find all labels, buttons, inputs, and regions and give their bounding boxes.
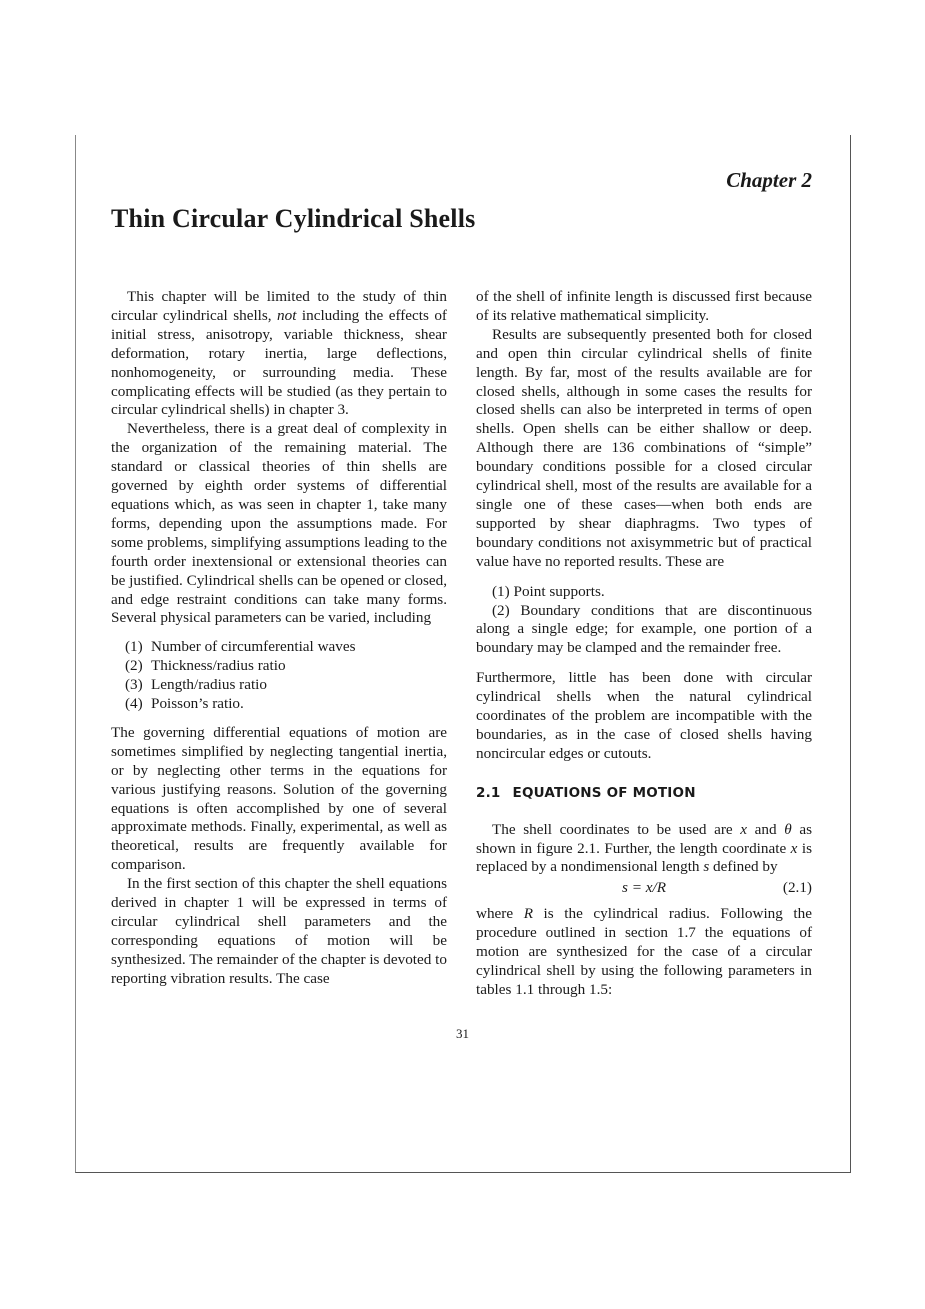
text: including the effects of initial stress, anisotropy, variable thickness, shear deformation, rotary inertia, large deflections, nonhomogeneity, or surrounding media. These complicating effects will be studied (as they pertain to circular cylindrical shells) in chapter 3. — [111, 306, 447, 419]
list-number: (2) — [125, 657, 143, 675]
text: This chapter will be limited to the study of thin circular cylindrical shells, — [111, 288, 447, 324]
paragraph-complexity: Nevertheless, there is a great deal of complexity in the organization of the remaining material. The standard or classical theories of thin shells are governed by eighth order systems of differential equations which, as was seen in chapter 1, take many forms, depending upon the assumptions made. For some problems, simplifying assumptions leading to the fourth order inextensional or extensional theories can be justified. Cylindrical shells can be opened or closed, and edge restraint conditions can take many forms. Several physical parameters can be varied, including — [111, 420, 447, 627]
paragraph-scope — [111, 288, 447, 420]
equation-number: (2.1) — [782, 879, 812, 897]
text: and — [747, 820, 785, 838]
list-number: (4) — [125, 695, 143, 713]
list-number: (1) — [125, 638, 143, 656]
left-column — [111, 288, 447, 989]
paragraph-infinite-length: of the shell of infinite length is discussed first because of its relative mathematical simplicity. — [476, 288, 812, 324]
section-number: 2.1 — [476, 784, 501, 801]
list-text: Number of circumferential waves — [151, 638, 356, 656]
list-item — [125, 657, 447, 676]
section-title: EQUATIONS OF MOTION — [512, 784, 696, 801]
parameter-list — [111, 638, 447, 714]
list-number: (3) — [125, 676, 143, 694]
text: defined by — [709, 858, 778, 876]
paragraph-radius — [476, 905, 812, 1000]
list-text: Length/radius ratio — [151, 676, 267, 694]
paragraph-first-section: In the first section of this chapter the shell equations derived in chapter 1 will be expressed in terms of circular cylindrical shell parameters and the corresponding equations of motion will be synthesized. The remainder of the chapter is devoted to reporting vibration results. The case — [111, 875, 447, 987]
paragraph-results: Results are subsequently presented both for closed and open thin circular cylindrical shells of finite length. By far, most of the results available are for closed shells, although in some cases the results for closed shells can also be interpreted in terms of open shells. Open shells can be either shallow or deep. Although there are 136 combinations of “simple” boundary conditions possible for a closed circular cylindrical shell, most of the results are available for a single one of these cases—when both ends are supported by shear diaphragms. Two types of boundary conditions not axisymmetric but of practical value have no reported results. These are — [476, 325, 812, 570]
list-text: Thickness/radius ratio — [151, 657, 286, 675]
equation-expression: s = x/R — [622, 879, 666, 897]
list-text: Poisson’s ratio. — [151, 695, 244, 713]
text: The shell coordinates to be used are — [492, 820, 741, 838]
text: is the cylindrical radius. Following the procedure outlined in section 1.7 the equations of motion are synthesized for the case of a circular cylindrical shell by using the following parameters in tables 1.1 through 1.5: — [476, 905, 812, 998]
emphasis-not: not — [277, 306, 297, 324]
paragraph-furthermore: Furthermore, little has been done with circular cylindrical shells when the natural cylindrical coordinates of the problem are incompatible with the boundaries, as in the case of closed shells having noncircular edges or cutouts. — [476, 669, 812, 762]
paragraph-coordinates — [476, 821, 812, 878]
boundary-list — [476, 583, 812, 659]
text: where — [476, 905, 524, 923]
right-column — [476, 288, 812, 1000]
list-item — [125, 695, 447, 714]
symbol-r: R — [523, 905, 533, 923]
text: is replaced by a nondimensional length — [476, 839, 812, 876]
text: as shown in figure 2.1. Further, the length coordinate — [476, 820, 812, 857]
equation-2-1 — [476, 879, 812, 901]
chapter-title: Thin Circular Cylindrical Shells — [111, 204, 476, 233]
list-item: (1) Point supports. — [492, 582, 605, 600]
page-number: 31 — [456, 1026, 469, 1041]
section-heading — [476, 784, 812, 803]
symbol-s: s — [703, 858, 710, 876]
list-item — [125, 638, 447, 657]
paragraph-governing-equations: The governing differential equations of motion are sometimes simplified by neglecting tangential inertia, or by neglecting other terms in the equations for various justifying reasons. Solution of the governing equations is often accomplished by one of several approximate methods. Finally, experimental, as well as theoretical, results are frequently available for comparison. — [111, 723, 447, 874]
list-item — [125, 676, 447, 695]
chapter-label: Chapter 2 — [726, 168, 812, 192]
list-item: (2) Boundary conditions that are discontinuous along a single edge; for example, one portion of a boundary may be clamped and the remainder free. — [476, 601, 812, 657]
symbol-x: x — [740, 820, 748, 838]
symbol-theta: θ — [784, 820, 792, 838]
symbol-x: x — [790, 839, 798, 857]
